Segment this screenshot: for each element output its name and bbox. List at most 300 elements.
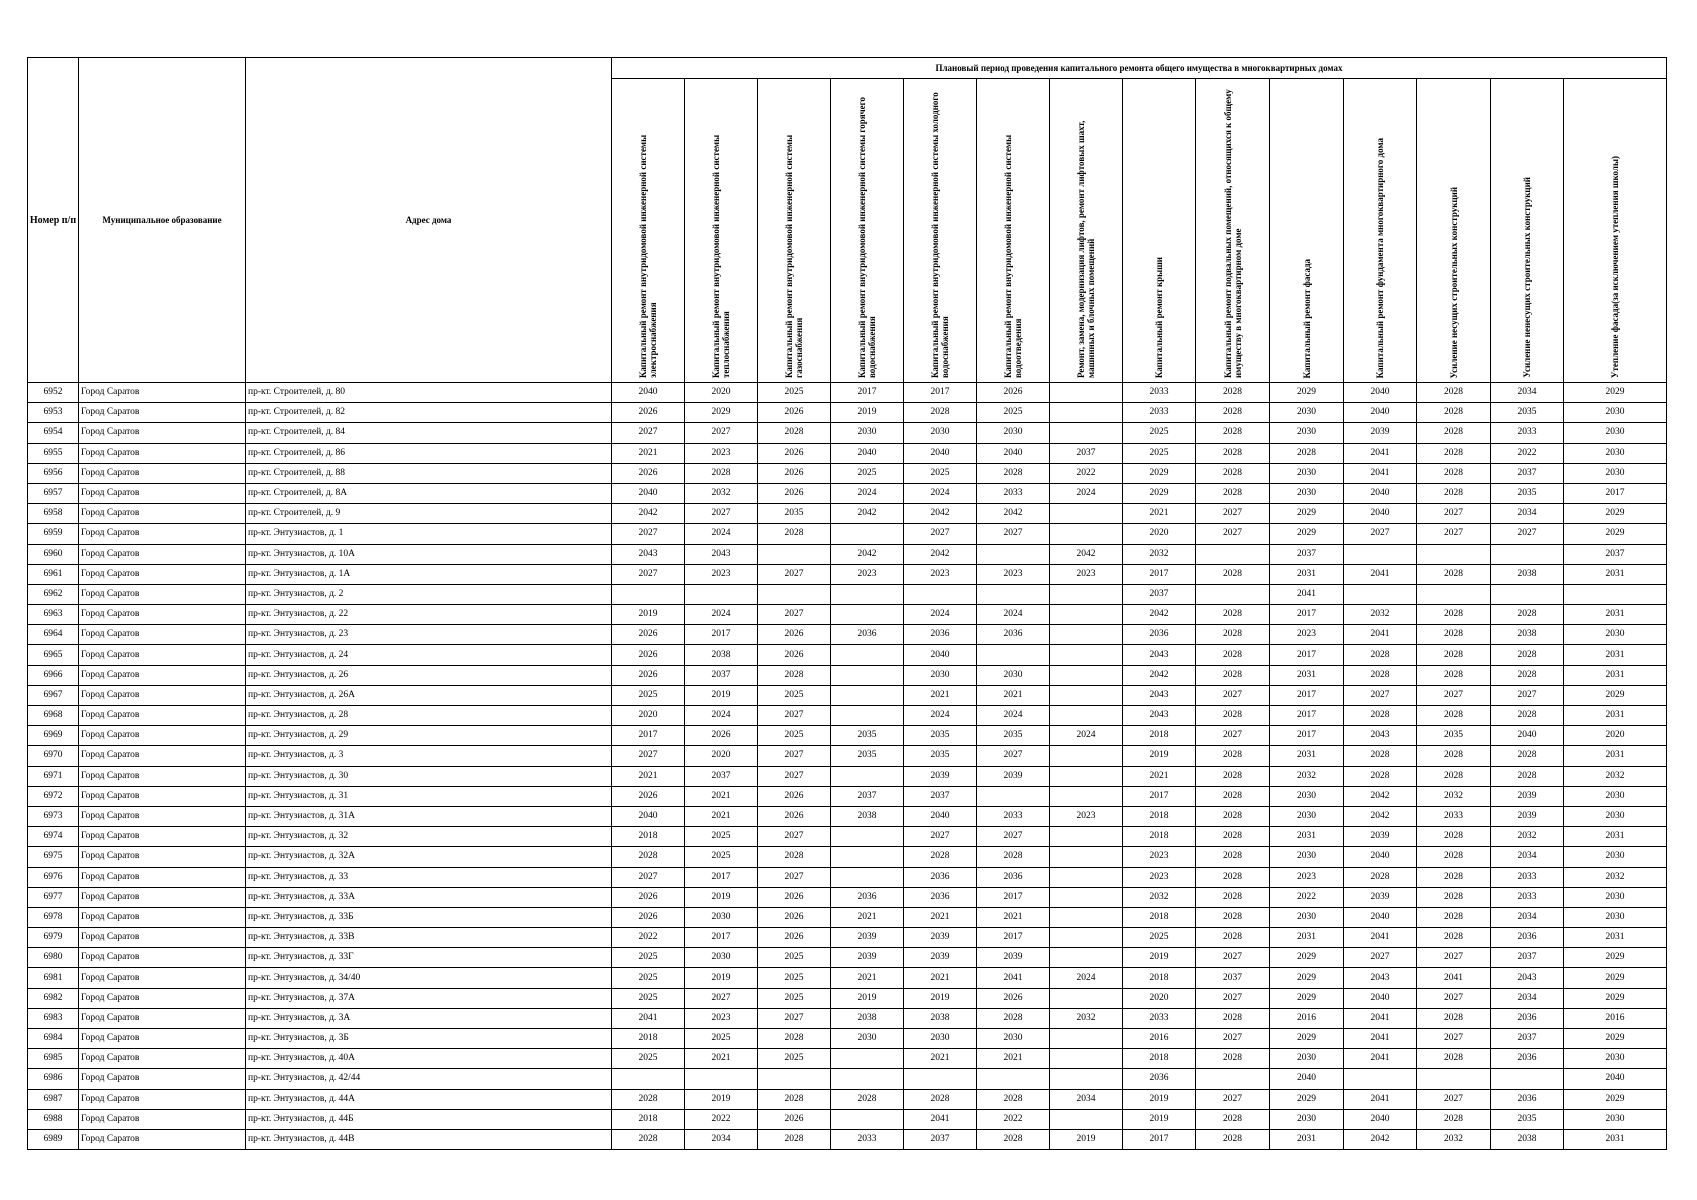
year-cell: 2021	[831, 968, 904, 988]
year-cell: 2023	[685, 564, 758, 584]
year-cell: 2017	[685, 625, 758, 645]
year-cell: 2028	[1417, 847, 1491, 867]
year-cell: 2033	[977, 483, 1050, 503]
year-cell: 2020	[1123, 524, 1196, 544]
year-cell: 2027	[685, 988, 758, 1008]
table-row	[28, 706, 1667, 726]
year-cell: 2028	[1417, 907, 1491, 927]
year-cell: 2033	[1491, 867, 1564, 887]
year-cell: 2027	[1196, 726, 1270, 746]
year-cell: 2042	[831, 544, 904, 564]
year-cell: 2028	[1417, 443, 1491, 463]
year-cell: 2026	[758, 928, 831, 948]
year-cell: 2028	[1196, 928, 1270, 948]
year-cell: 2036	[904, 867, 977, 887]
address-cell: пр-кт. Энтузиастов, д. 26А	[246, 685, 612, 705]
work-column-header-label: Капитальный ремонт внутридомовой инженерной системы электроснабжения	[638, 134, 658, 378]
year-cell	[831, 827, 904, 847]
work-column-header-label: Капитальный ремонт крыши	[1154, 256, 1164, 378]
year-cell: 2029	[1564, 1089, 1667, 1109]
year-cell: 2039	[1344, 827, 1417, 847]
year-cell: 2031	[1270, 928, 1344, 948]
row-number: 6964	[28, 625, 79, 645]
year-cell: 2040	[1344, 383, 1417, 403]
year-cell: 2039	[977, 766, 1050, 786]
year-cell: 2017	[977, 887, 1050, 907]
year-cell: 2036	[1491, 1089, 1564, 1109]
year-cell: 2028	[1417, 1049, 1491, 1069]
work-column-header-label: Капитальный ремонт подвальных помещений, относящихся к общему имуществу в многоквартирном доме	[1222, 89, 1243, 378]
year-cell: 2020	[1564, 726, 1667, 746]
year-cell: 2028	[1196, 806, 1270, 826]
year-cell: 2033	[1123, 383, 1196, 403]
year-cell: 2027	[1417, 685, 1491, 705]
year-cell: 2037	[685, 665, 758, 685]
year-cell: 2023	[831, 564, 904, 584]
year-cell: 2035	[1491, 403, 1564, 423]
year-cell: 2041	[1344, 1089, 1417, 1109]
year-cell: 2022	[1050, 463, 1123, 483]
year-cell: 2037	[904, 1129, 977, 1149]
year-cell: 2036	[1123, 625, 1196, 645]
year-cell: 2040	[612, 483, 685, 503]
year-cell: 2030	[831, 1029, 904, 1049]
year-cell: 2038	[1491, 564, 1564, 584]
year-cell: 2028	[1417, 463, 1491, 483]
year-cell: 2022	[612, 928, 685, 948]
work-column-header-label: Капитальный ремонт внутридомовой инженерной системы теплоснабжения	[711, 134, 731, 378]
year-cell: 2033	[1491, 423, 1564, 443]
year-cell: 2028	[612, 1089, 685, 1109]
year-cell	[685, 1069, 758, 1089]
table-body	[28, 383, 1667, 1150]
year-cell: 2026	[612, 665, 685, 685]
year-cell	[1564, 584, 1667, 604]
municipality-cell: Город Саратов	[79, 423, 246, 443]
year-cell: 2033	[977, 806, 1050, 826]
year-cell: 2031	[1564, 746, 1667, 766]
municipality-cell: Город Саратов	[79, 504, 246, 524]
year-cell: 2039	[904, 928, 977, 948]
address-cell: пр-кт. Энтузиастов, д. 42/44	[246, 1069, 612, 1089]
row-number: 6957	[28, 483, 79, 503]
year-cell: 2026	[977, 988, 1050, 1008]
work-column-header-label: Усиление ненесущих строительных конструкций	[1522, 177, 1532, 378]
year-cell: 2030	[1564, 1049, 1667, 1069]
year-cell: 2021	[1123, 504, 1196, 524]
year-cell: 2025	[612, 1049, 685, 1069]
year-cell: 2040	[1344, 1109, 1417, 1129]
year-cell: 2027	[1491, 685, 1564, 705]
table-row	[28, 1029, 1667, 1049]
municipality-cell: Город Саратов	[79, 1049, 246, 1069]
address-cell: пр-кт. Энтузиастов, д. 3Б	[246, 1029, 612, 1049]
year-cell: 2042	[612, 504, 685, 524]
year-cell	[1050, 685, 1123, 705]
row-number: 6988	[28, 1109, 79, 1129]
year-cell: 2017	[685, 867, 758, 887]
year-cell: 2027	[1196, 1029, 1270, 1049]
table-row	[28, 1089, 1667, 1109]
year-cell: 2026	[758, 403, 831, 423]
year-cell: 2018	[1123, 806, 1196, 826]
year-cell: 2042	[977, 504, 1050, 524]
year-cell: 2017	[1270, 685, 1344, 705]
year-cell	[758, 1069, 831, 1089]
year-cell: 2025	[758, 1049, 831, 1069]
year-cell	[1050, 403, 1123, 423]
row-number: 6967	[28, 685, 79, 705]
year-cell	[612, 1069, 685, 1089]
row-number: 6968	[28, 706, 79, 726]
year-cell	[1344, 584, 1417, 604]
table-row	[28, 645, 1667, 665]
row-number: 6961	[28, 564, 79, 584]
year-cell: 2040	[1344, 907, 1417, 927]
year-cell: 2027	[1417, 524, 1491, 544]
year-cell: 2029	[1270, 383, 1344, 403]
table-row	[28, 403, 1667, 423]
year-cell: 2031	[1270, 827, 1344, 847]
year-cell: 2029	[1270, 524, 1344, 544]
year-cell: 2028	[831, 1089, 904, 1109]
municipality-cell: Город Саратов	[79, 827, 246, 847]
row-number: 6983	[28, 1008, 79, 1028]
year-cell: 2028	[1196, 625, 1270, 645]
municipality-cell: Город Саратов	[79, 746, 246, 766]
address-cell: пр-кт. Энтузиастов, д. 40А	[246, 1049, 612, 1069]
year-cell: 2028	[1417, 867, 1491, 887]
work-column-header-label: Усиление несущих строительных конструкций	[1448, 186, 1459, 378]
year-cell: 2031	[1564, 1129, 1667, 1149]
row-number: 6980	[28, 948, 79, 968]
row-number: 6965	[28, 645, 79, 665]
year-cell: 2023	[977, 564, 1050, 584]
year-cell: 2018	[1123, 907, 1196, 927]
year-cell	[1050, 988, 1123, 1008]
year-cell	[831, 867, 904, 887]
year-cell: 2041	[1417, 968, 1491, 988]
year-cell: 2033	[1123, 1008, 1196, 1028]
year-cell: 2040	[1491, 726, 1564, 746]
address-cell: пр-кт. Энтузиастов, д. 30	[246, 766, 612, 786]
year-cell: 2030	[1270, 1109, 1344, 1129]
municipality-cell: Город Саратов	[79, 665, 246, 685]
municipality-cell: Город Саратов	[79, 645, 246, 665]
year-cell: 2040	[904, 806, 977, 826]
year-cell: 2035	[977, 726, 1050, 746]
year-cell	[758, 544, 831, 564]
year-cell: 2030	[904, 423, 977, 443]
year-cell: 2023	[1050, 564, 1123, 584]
year-cell: 2026	[758, 1109, 831, 1129]
table-row	[28, 483, 1667, 503]
year-cell: 2043	[1123, 645, 1196, 665]
year-cell: 2031	[1564, 564, 1667, 584]
year-cell	[612, 584, 685, 604]
year-cell: 2032	[1123, 544, 1196, 564]
address-cell: пр-кт. Энтузиастов, д. 33Г	[246, 948, 612, 968]
row-number: 6981	[28, 968, 79, 988]
year-cell	[1050, 786, 1123, 806]
year-cell: 2032	[1564, 867, 1667, 887]
year-cell: 2041	[612, 1008, 685, 1028]
municipality-cell: Город Саратов	[79, 463, 246, 483]
year-cell: 2028	[1196, 483, 1270, 503]
year-cell: 2027	[612, 867, 685, 887]
year-cell: 2030	[1270, 1049, 1344, 1069]
year-cell: 2026	[612, 463, 685, 483]
year-cell: 2028	[1491, 766, 1564, 786]
year-cell: 2025	[685, 847, 758, 867]
table-row	[28, 1109, 1667, 1129]
year-cell: 2026	[685, 726, 758, 746]
year-cell: 2023	[1123, 847, 1196, 867]
year-cell	[831, 584, 904, 604]
year-cell: 2017	[1270, 726, 1344, 746]
year-cell: 2028	[1491, 665, 1564, 685]
year-cell: 2023	[1050, 806, 1123, 826]
row-number: 6985	[28, 1049, 79, 1069]
year-cell: 2019	[904, 988, 977, 1008]
year-cell: 2038	[685, 645, 758, 665]
year-cell	[831, 1049, 904, 1069]
year-cell: 2022	[977, 1109, 1050, 1129]
year-cell: 2027	[904, 524, 977, 544]
municipality-cell: Город Саратов	[79, 1109, 246, 1129]
table-row	[28, 463, 1667, 483]
municipality-cell: Город Саратов	[79, 1129, 246, 1149]
year-cell	[685, 584, 758, 604]
year-cell	[904, 1069, 977, 1089]
year-cell: 2018	[612, 1029, 685, 1049]
year-cell: 2018	[612, 827, 685, 847]
year-cell: 2036	[1491, 1049, 1564, 1069]
col-municipality-header: Муниципальное образование	[79, 58, 246, 383]
year-cell: 2039	[904, 766, 977, 786]
year-cell: 2031	[1564, 706, 1667, 726]
year-cell: 2017	[685, 928, 758, 948]
year-cell: 2025	[612, 988, 685, 1008]
municipality-cell: Город Саратов	[79, 988, 246, 1008]
year-cell: 2038	[831, 1008, 904, 1028]
year-cell: 2037	[1491, 1029, 1564, 1049]
year-cell: 2025	[612, 948, 685, 968]
year-cell: 2042	[831, 504, 904, 524]
year-cell: 2028	[1417, 706, 1491, 726]
year-cell: 2041	[1344, 1029, 1417, 1049]
year-cell: 2028	[1196, 564, 1270, 584]
row-number: 6982	[28, 988, 79, 1008]
year-cell: 2027	[977, 524, 1050, 544]
work-column-header	[1491, 79, 1564, 383]
year-cell: 2035	[1491, 1109, 1564, 1129]
year-cell: 2019	[1123, 746, 1196, 766]
address-cell: пр-кт. Энтузиастов, д. 33В	[246, 928, 612, 948]
year-cell: 2039	[1491, 786, 1564, 806]
year-cell: 2027	[1344, 948, 1417, 968]
year-cell: 2025	[758, 383, 831, 403]
year-cell: 2041	[977, 968, 1050, 988]
year-cell: 2040	[977, 443, 1050, 463]
year-cell	[1050, 1029, 1123, 1049]
year-cell: 2027	[1417, 1089, 1491, 1109]
row-number: 6969	[28, 726, 79, 746]
year-cell: 2039	[1344, 423, 1417, 443]
year-cell: 2021	[904, 1049, 977, 1069]
year-cell: 2028	[1417, 403, 1491, 423]
year-cell: 2028	[1417, 423, 1491, 443]
year-cell: 2043	[1344, 968, 1417, 988]
year-cell: 2021	[1123, 766, 1196, 786]
year-cell: 2028	[977, 463, 1050, 483]
year-cell: 2024	[977, 706, 1050, 726]
year-cell: 2027	[612, 564, 685, 584]
year-cell	[977, 584, 1050, 604]
year-cell: 2024	[685, 605, 758, 625]
address-cell: пр-кт. Строителей, д. 88	[246, 463, 612, 483]
year-cell: 2039	[1344, 887, 1417, 907]
row-number: 6979	[28, 928, 79, 948]
year-cell: 2030	[1564, 443, 1667, 463]
year-cell: 2030	[1270, 463, 1344, 483]
year-cell: 2034	[1491, 504, 1564, 524]
year-cell: 2029	[1123, 483, 1196, 503]
row-number: 6963	[28, 605, 79, 625]
year-cell: 2036	[977, 625, 1050, 645]
year-cell: 2029	[1564, 524, 1667, 544]
table-row	[28, 887, 1667, 907]
year-cell: 2028	[612, 847, 685, 867]
work-column-header	[1196, 79, 1270, 383]
year-cell: 2041	[1344, 463, 1417, 483]
year-cell: 2027	[1196, 948, 1270, 968]
year-cell: 2028	[758, 1089, 831, 1109]
year-cell: 2032	[1491, 827, 1564, 847]
year-cell: 2030	[977, 1029, 1050, 1049]
year-cell	[1050, 665, 1123, 685]
address-cell: пр-кт. Энтузиастов, д. 10А	[246, 544, 612, 564]
year-cell	[1050, 827, 1123, 847]
year-cell	[1050, 706, 1123, 726]
year-cell: 2029	[1270, 504, 1344, 524]
year-cell: 2017	[1123, 1129, 1196, 1149]
table-row	[28, 605, 1667, 625]
year-cell: 2028	[1196, 766, 1270, 786]
year-cell: 2016	[1270, 1008, 1344, 1028]
year-cell: 2036	[831, 625, 904, 645]
year-cell: 2034	[1050, 1089, 1123, 1109]
year-cell: 2021	[685, 1049, 758, 1069]
year-cell	[1050, 584, 1123, 604]
municipality-cell: Город Саратов	[79, 867, 246, 887]
municipality-cell: Город Саратов	[79, 766, 246, 786]
year-cell: 2032	[1417, 786, 1491, 806]
municipality-cell: Город Саратов	[79, 1089, 246, 1109]
municipality-cell: Город Саратов	[79, 605, 246, 625]
year-cell: 2040	[1344, 403, 1417, 423]
table-row	[28, 1008, 1667, 1028]
year-cell: 2037	[904, 786, 977, 806]
year-cell: 2028	[1196, 706, 1270, 726]
year-cell	[1491, 544, 1564, 564]
year-cell: 2028	[1344, 766, 1417, 786]
work-column-header	[758, 79, 831, 383]
year-cell: 2016	[1123, 1029, 1196, 1049]
row-number: 6952	[28, 383, 79, 403]
work-column-header	[1344, 79, 1417, 383]
row-number: 6959	[28, 524, 79, 544]
year-cell: 2038	[1491, 1129, 1564, 1149]
year-cell: 2040	[904, 645, 977, 665]
year-cell	[1050, 423, 1123, 443]
year-cell: 2030	[1270, 907, 1344, 927]
year-cell	[1050, 383, 1123, 403]
year-cell: 2027	[758, 605, 831, 625]
address-cell: пр-кт. Энтузиастов, д. 28	[246, 706, 612, 726]
table-row	[28, 928, 1667, 948]
year-cell: 2032	[1270, 766, 1344, 786]
row-number: 6977	[28, 887, 79, 907]
year-cell: 2028	[1491, 706, 1564, 726]
table-row	[28, 1049, 1667, 1069]
work-column-header	[1270, 79, 1344, 383]
year-cell: 2024	[685, 524, 758, 544]
municipality-cell: Город Саратов	[79, 1029, 246, 1049]
row-number: 6958	[28, 504, 79, 524]
municipality-cell: Город Саратов	[79, 443, 246, 463]
year-cell	[977, 645, 1050, 665]
year-cell: 2031	[1564, 928, 1667, 948]
row-number: 6987	[28, 1089, 79, 1109]
year-cell: 2028	[685, 463, 758, 483]
year-cell	[831, 605, 904, 625]
address-cell: пр-кт. Энтузиастов, д. 44Б	[246, 1109, 612, 1129]
year-cell	[1050, 524, 1123, 544]
year-cell: 2025	[831, 463, 904, 483]
year-cell	[1050, 504, 1123, 524]
year-cell: 2017	[831, 383, 904, 403]
year-cell: 2028	[758, 1129, 831, 1149]
address-cell: пр-кт. Строителей, д. 82	[246, 403, 612, 423]
year-cell: 2028	[758, 524, 831, 544]
year-cell: 2028	[1417, 1109, 1491, 1129]
year-cell: 2023	[1123, 867, 1196, 887]
year-cell: 2025	[1123, 928, 1196, 948]
year-cell: 2035	[1417, 726, 1491, 746]
year-cell: 2028	[1196, 383, 1270, 403]
year-cell: 2026	[612, 907, 685, 927]
address-cell: пр-кт. Энтузиастов, д. 3	[246, 746, 612, 766]
table-row	[28, 443, 1667, 463]
year-cell: 2022	[685, 1109, 758, 1129]
address-cell: пр-кт. Энтузиастов, д. 1А	[246, 564, 612, 584]
year-cell: 2018	[612, 1109, 685, 1129]
address-cell: пр-кт. Энтузиастов, д. 44В	[246, 1129, 612, 1149]
year-cell: 2028	[758, 423, 831, 443]
year-cell: 2020	[612, 706, 685, 726]
table-row	[28, 544, 1667, 564]
year-cell: 2042	[1344, 786, 1417, 806]
table-row	[28, 766, 1667, 786]
year-cell: 2043	[685, 544, 758, 564]
work-column-header	[612, 79, 685, 383]
year-cell	[1417, 584, 1491, 604]
repair-schedule-sheet	[27, 57, 1667, 1150]
year-cell: 2019	[1050, 1129, 1123, 1149]
year-cell: 2028	[1196, 867, 1270, 887]
year-cell: 2028	[1491, 746, 1564, 766]
